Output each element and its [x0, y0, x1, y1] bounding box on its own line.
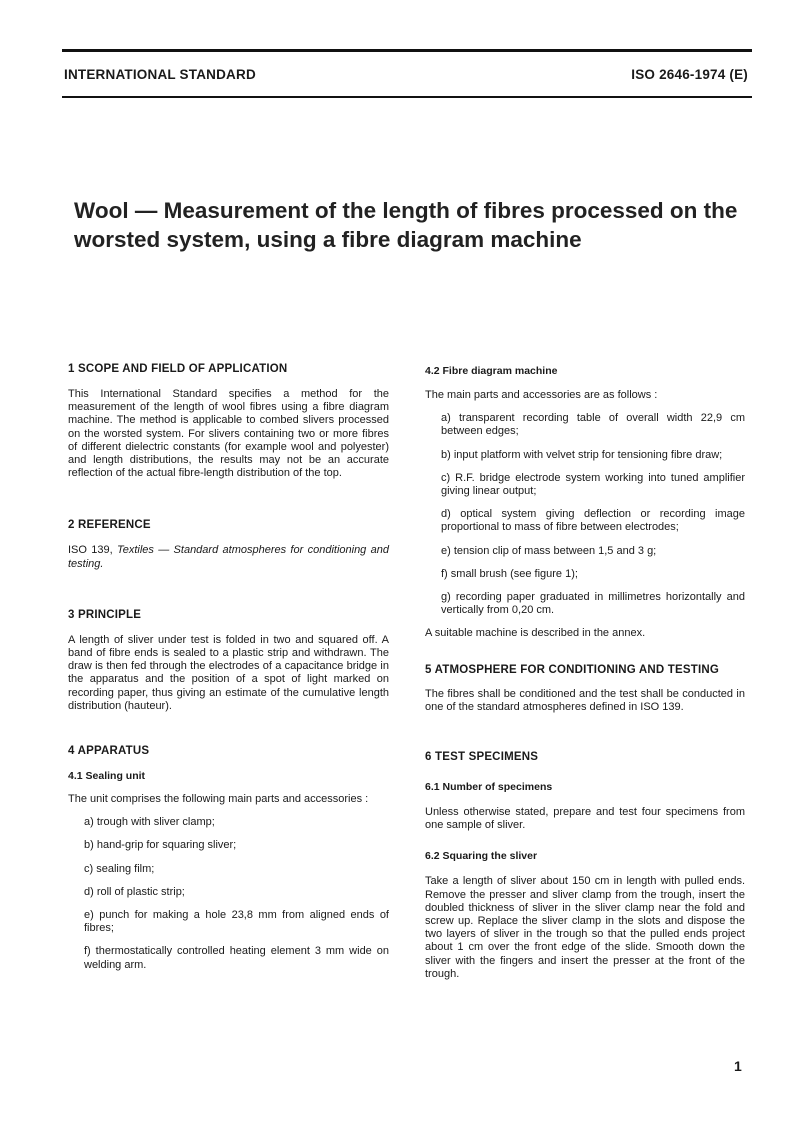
- subsection-4-1-intro: The unit comprises the following main parts and accessories :: [68, 793, 369, 806]
- subsection-4-2-intro: The main parts and accessories are as follows :: [425, 389, 658, 401]
- document-title: [74, 196, 764, 254]
- subsection-6-2-text: Take a length of sliver about 150 cm in length with pulled ends. Remove the presser and sliver clamp from the trough, insert the doubled thickness of sliver in the sliver clamp near the fold and screw up. Replace the sliver clamp in the slots and dispose the two layers of sliver in the trough so that the pulled ends project about 1 cm over the front edge of the slide. Smooth down the sliver with the fingers and insert the presser at the front of the trough.: [425, 875, 745, 980]
- list-item: d) optical system giving deflection or recording image proportional to mass of fibre between electrodes;: [441, 508, 745, 534]
- section-2-heading: 2 REFERENCE: [68, 519, 151, 532]
- section-1-heading: 1 SCOPE AND FIELD OF APPLICATION: [68, 363, 288, 375]
- standard-type-label: INTERNATIONAL STANDARD: [64, 67, 256, 82]
- list-item: a) trough with sliver clamp;: [84, 816, 215, 829]
- reference-title: Textiles — Standard atmospheres for conditioning and testing.: [68, 544, 389, 570]
- header-bottom-rule: [62, 96, 752, 98]
- list-item: f) small brush (see figure 1);: [441, 567, 578, 580]
- standard-number: ISO 2646-1974 (E): [631, 67, 748, 82]
- section-6-heading: 6 TEST SPECIMENS: [425, 751, 539, 764]
- subsection-6-1-text: Unless otherwise stated, prepare and test four specimens from one sample of sliver.: [425, 806, 745, 832]
- section-2-text: [68, 544, 389, 570]
- section-5-heading: 5 ATMOSPHERE FOR CONDITIONING AND TESTING: [425, 663, 720, 676]
- subsection-6-2-heading: 6.2 Squaring the sliver: [425, 850, 538, 863]
- list-item: c) sealing film;: [84, 862, 155, 875]
- section-5-text: The fibres shall be conditioned and the test shall be conducted in one of the standard atmospheres defined in ISO 139.: [425, 687, 745, 713]
- reference-number: ISO 139,: [68, 544, 118, 557]
- title-line-2: worsted system, using a fibre diagram machine: [74, 227, 582, 252]
- list-item: e) punch for making a hole 23,8 mm from aligned ends of fibres;: [84, 909, 389, 935]
- list-item: c) R.F. bridge electrode system working into tuned amplifier giving linear output;: [441, 471, 745, 498]
- section-3-text: A length of sliver under test is folded in two and squared off. A band of fibre ends is sealed to a plastic strip and withdrawn. The draw is then fed through the electrodes of a capacitance bridge in the apparatus and the position of a spot of light marked on recording paper, thus giving an estimate of the cumulative length distribution (hauteur).: [68, 633, 389, 712]
- section-4-heading: 4 APPARATUS: [68, 745, 150, 758]
- list-item: b) hand-grip for squaring sliver;: [84, 839, 237, 852]
- subsection-6-1-heading: 6.1 Number of specimens: [425, 781, 553, 794]
- section-3-heading: 3 PRINCIPLE: [68, 608, 142, 621]
- subsection-4-2-outro: A suitable machine is described in the annex.: [425, 627, 646, 640]
- right-column: [425, 362, 745, 981]
- subsection-4-1-heading: 4.1 Sealing unit: [68, 770, 146, 783]
- page-number: 1: [734, 1058, 742, 1074]
- list-item: b) input platform with velvet strip for tensioning fibre draw;: [441, 448, 723, 461]
- list-item: a) transparent recording table of overall width 22,9 cm between edges;: [441, 412, 745, 438]
- list-item: d) roll of plastic strip;: [84, 885, 185, 898]
- list-item: g) recording paper graduated in millimetres horizontally and vertically from 0,20 cm.: [441, 591, 745, 617]
- subsection-4-2-heading: 4.2 Fibre diagram machine: [425, 365, 558, 377]
- left-column: [68, 362, 389, 972]
- list-item: e) tension clip of mass between 1,5 and 3 g;: [441, 544, 657, 557]
- title-line-1: Wool — Measurement of the length of fibres processed on the: [74, 198, 738, 223]
- section-1-text: This International Standard specifies a method for the measurement of the length of wool fibres using a fibre diagram machine. The method is applicable to combed slivers processed on the worsted system. For slivers containing two or more fibres of different dielectric constants (for example wool and polyester) and length distributions, the results may not be an accurate reflection of the actual fibre-length distribution of the top.: [68, 388, 389, 480]
- list-item: f) thermostatically controlled heating element 3 mm wide on welding arm.: [84, 945, 389, 971]
- header-top-rule: [62, 49, 752, 52]
